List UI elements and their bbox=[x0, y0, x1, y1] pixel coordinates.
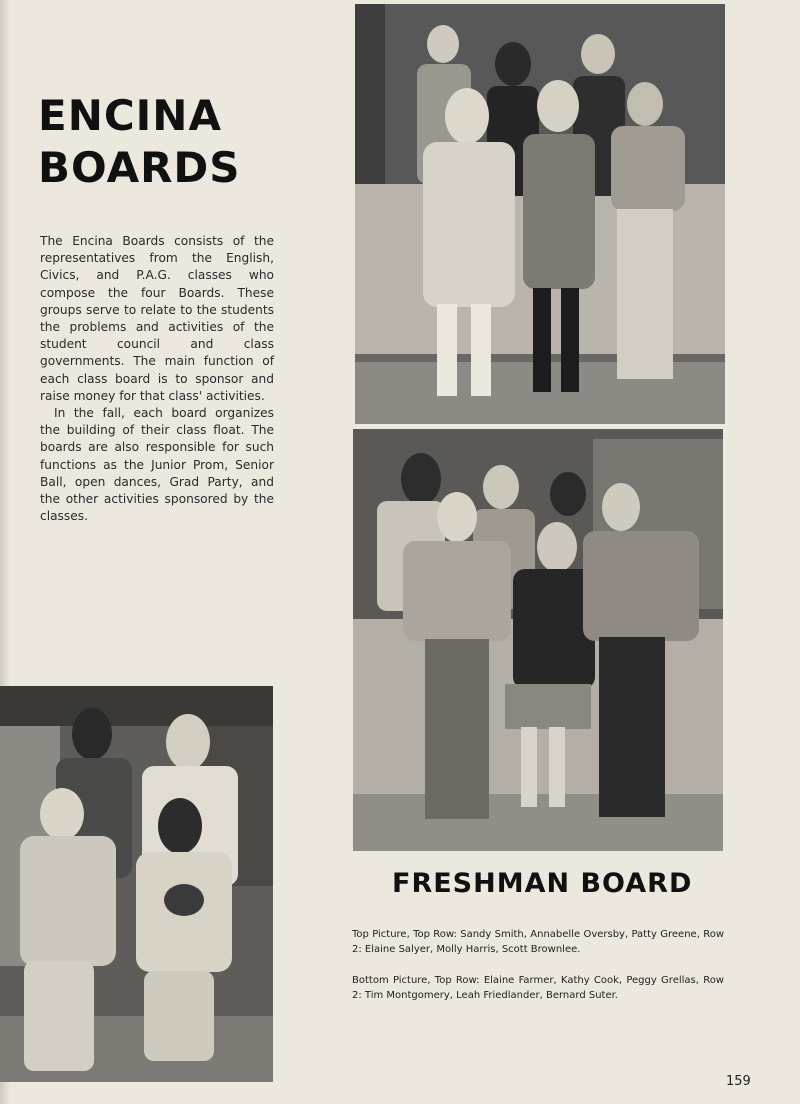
page-number: 159 bbox=[726, 1074, 751, 1089]
section-heading: FRESHMAN BOARD bbox=[392, 868, 693, 899]
group-photo-top bbox=[355, 4, 725, 424]
group-photo-bottom bbox=[353, 429, 723, 851]
article-body bbox=[40, 233, 274, 525]
title-line-1: ENCINA bbox=[38, 91, 222, 140]
caption-bottom-picture: Bottom Picture, Top Row: Elaine Farmer, Kathy Cook, Peggy Grellas, Row 2: Tim Montgomery, Leah Friedlander, Bernard Suter. bbox=[352, 975, 724, 1001]
paragraph-2: In the fall, each board organizes the building of their class float. The boards are also responsible for such functions as the Junior Prom, Senior Ball, open dances, Grad Party, and the other activities sponsored by the classes. bbox=[40, 406, 274, 524]
group-photo-left bbox=[0, 686, 273, 1082]
caption-top-picture: Top Picture, Top Row: Sandy Smith, Annabelle Oversby, Patty Greene, Row 2: Elaine Salyer, Molly Harris, Scott Brownlee. bbox=[352, 929, 724, 955]
page-title bbox=[38, 90, 278, 194]
paragraph-1: The Encina Boards consists of the representatives from the English, Civics, and P.A.G. classes who compose the four Boards. These groups serve to relate to the students the problems and activities of the student council and class governments. The main function of each class board is to sponsor and raise money for that class' activities. bbox=[40, 234, 274, 403]
title-line-2: BOARDS bbox=[38, 143, 241, 192]
